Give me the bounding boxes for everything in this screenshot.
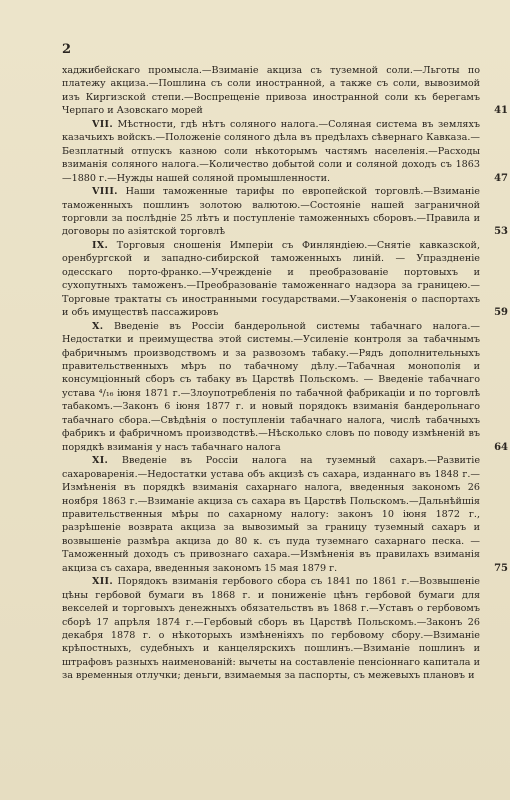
toc-page-number: 59 bbox=[494, 307, 508, 319]
toc-entry bbox=[62, 575, 480, 683]
toc-entry bbox=[62, 454, 508, 575]
table-of-contents bbox=[62, 64, 508, 683]
toc-entry bbox=[62, 239, 508, 320]
toc-page-number: 64 bbox=[494, 441, 508, 453]
toc-entry-body: Порядокъ взиманія гербового сбора съ 1841 по 1861 г.—Возвышеніе цѣны гербовой бумаги въ 1868 г. и пониженіе цѣнъ гербовой бумаги для векселей и торговыхъ денежныхъ обязательствъ въ 1868 г.—Уставъ о гербовомъ сборѣ 17 апрѣля 1874 г.—Гербовый сборъ въ Царствѣ Польскомъ.—Законъ 26 декабря 1878 г. о нѣкоторыхъ измѣненіяхъ по гербовому сбору.—Взиманіе крѣпостныхъ, судебныхъ и канцелярскихъ пошлинъ.—Взиманіе пошлинъ и штрафовъ разныхъ наименованій: вычеты на составленіе пенсіоннаго капитала и за временныя отлучки; деньги, взимаемыя за паспорты, съ межевыхъ плановъ и bbox=[62, 576, 480, 682]
toc-entry-text bbox=[62, 185, 508, 239]
toc-entry bbox=[62, 64, 508, 118]
toc-entry-body: Введеніе въ Россіи налога на туземный сахаръ.—Развитіе сахароваренія.—Недостатки устава объ акцизѣ съ сахара, изданнаго въ 1848 г.—Измѣненія въ порядкѣ взиманія сахарнаго налога, введенныя закономъ 26 ноября 1863 г.—Взиманіе акциза съ сахара въ Царствѣ Польскомъ.—Дальнѣйшія правительственныя мѣры по сахарному налогу: законъ 10 іюня 1872 г., разрѣшеніе возврата акциза за вывозимый за границу туземный сахаръ и возвышеніе размѣра акциза до 80 к. съ пуда туземнаго сахарнаго песка. — Таможенный доходъ съ привознаго сахара.—Измѣненія въ правилахъ взиманія акциза съ сахара, введенныя закономъ 15 мая 1879 г. bbox=[62, 455, 480, 574]
toc-page-number: 47 bbox=[494, 172, 508, 184]
toc-entry-number: X. bbox=[92, 320, 104, 332]
toc-entry-text bbox=[62, 64, 508, 118]
toc-entry-number: VII. bbox=[92, 118, 113, 130]
toc-entry-body: Введеніе въ Россіи бандерольной системы табачнаго налога.—Недостатки и преимущества этой системы.—Усиленіе контроля за табачнымъ фабричнымъ производствомъ и за развозомъ табаку.—Рядъ дополнительныхъ правительственныхъ мѣръ по табачному дѣлу.—Табачная монополія и консумціонный сборъ съ табаку въ Царствѣ Польскомъ. — Введеніе табачнаго устава ⁴/₁₆ іюня 1871 г.—Злоупотребленія по табачной фабрикаціи и по торговлѣ табакомъ.—Законъ 6 іюня 1877 г. и новый порядокъ взиманія бандерольнаго табачнаго сбора.—Свѣдѣнія о поступленіи табачнаго налога, числѣ табачныхъ фабрикъ и фабричномъ производствѣ.—Нѣсколько словъ по поводу измѣненій въ порядкѣ взиманія у насъ табачнаго налога bbox=[62, 320, 480, 453]
toc-entry-text bbox=[62, 118, 508, 185]
toc-entry-number: VIII. bbox=[92, 186, 118, 198]
toc-entry-text bbox=[62, 575, 480, 683]
page-number: 2 bbox=[62, 42, 72, 57]
toc-page-number: 53 bbox=[494, 226, 508, 238]
toc-page-number: 41 bbox=[494, 105, 508, 117]
toc-entry-body: Торговыя сношенія Имперіи съ Финляндіею.—Снятіе кавказской, оренбургской и западно-сибирской таможенныхъ линій. — Упраздненіе одесскаго порто-франко.—Учрежденіе и преобразованіе портовыхъ и сухопутныхъ таможенъ.—Преобразованіе таможеннаго надзора за границею.—Торговые трактаты съ иностранными государствами.—Узаконенія о паспортахъ и объ имуществѣ пассажировъ bbox=[62, 239, 480, 319]
toc-entry bbox=[62, 185, 508, 239]
toc-entry-body: Наши таможенные тарифы по европейской торговлѣ.—Взиманіе таможенныхъ пошлинъ золотою валютою.—Состояніе нашей заграничной торговли за послѣдніе 25 лѣтъ и поступленіе таможенныхъ сборовъ.—Правила и договоры по азіятской торговлѣ bbox=[62, 186, 480, 238]
toc-entry-body: хаджибейскаго промысла.—Взиманіе акциза съ туземной соли.—Льготы по платежу акциза.—Пошлина съ соли иностранной, а также съ соли, вывозимой изъ Киргизской степи.—Воспрещеніе привоза иностранной соли къ берегамъ Черпаго и Азовскаго морей bbox=[62, 65, 480, 117]
toc-entry-number: IX. bbox=[92, 239, 109, 251]
toc-page-number: 75 bbox=[494, 562, 508, 574]
toc-entry-text bbox=[62, 239, 508, 320]
toc-entry-number: XI. bbox=[92, 455, 109, 467]
toc-entry bbox=[62, 118, 508, 185]
toc-entry bbox=[62, 320, 508, 455]
toc-entry-text bbox=[62, 454, 508, 575]
toc-entry-body: Мѣстности, гдѣ нѣтъ соляного налога.—Соляная система въ земляхъ казачьихъ войскъ.—Положеніе соляного дѣла въ предѣлахъ сѣвернаго Кавказа.—Безплатный отпускъ казною соли нѣкоторымъ частямъ населенія.—Расходы взиманія соляного налога.—Количество добытой соли и соляной доходъ съ 1863—1880 г.—Нужды нашей соляной промышленности. bbox=[62, 118, 480, 184]
toc-entry-number: XII. bbox=[92, 576, 113, 588]
toc-entry-text bbox=[62, 320, 508, 455]
